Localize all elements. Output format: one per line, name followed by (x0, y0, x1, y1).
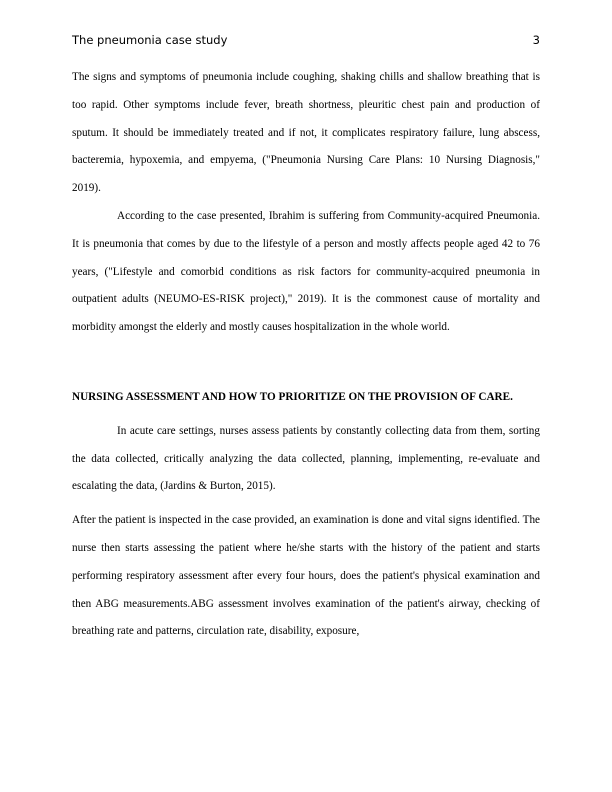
paragraph-examination: After the patient is inspected in the case provided, an examination is done and vital signs identified. The nurse then starts assessing the patient where he/she starts with the history of the patient and starts performing respiratory assessment after every four hours, does the patient's physical examination and then ABG measurements.ABG assessment involves examination of the patient's airway, checking of breathing rate and patterns, circulation rate, disability, exposure, (72, 514, 540, 638)
paragraph-assessment: In acute care settings, nurses assess patients by constantly collecting data from them, sorting the data collected, critically analyzing the data collected, planning, implementing, re-evaluate and escalating the data, (Jardins & Burton, 2015). (72, 424, 540, 493)
paragraph-case: According to the case presented, Ibrahim is suffering from Community-acquired Pneumonia. It is pneumonia that comes by due to the lifestyle of a person and mostly affects people aged 42 to 76 years, ("Lifestyle and comorbid conditions as risk factors for community-acquired pneumonia in outpatient adults (NEUMO-ES-RISK project)," 2019). It is the commonest cause of mortality and morbidity amongst the elderly and mostly causes hospitalization in the whole world. (72, 209, 540, 334)
paragraph-symptoms: The signs and symptoms of pneumonia include coughing, shaking chills and shallow breathing that is too rapid. Other symptoms include fever, breath shortness, pleuritic chest pain and production of sputum. It should be immediately treated and if not, it complicates respiratory failure, lung abscess, bacteremia, hypoxemia, and empyema, ("Pneumonia Nursing Care Plans: 10 Nursing Diagnosis," 2019). (72, 71, 540, 195)
page-number: 3 (532, 33, 540, 47)
running-header (72, 33, 540, 51)
header-title: The pneumonia case study (72, 33, 228, 47)
section-spacer (72, 342, 540, 384)
document-body (72, 64, 540, 646)
section-heading: NURSING ASSESSMENT AND HOW TO PRIORITIZE ON THE PROVISION OF CARE. (72, 390, 513, 403)
